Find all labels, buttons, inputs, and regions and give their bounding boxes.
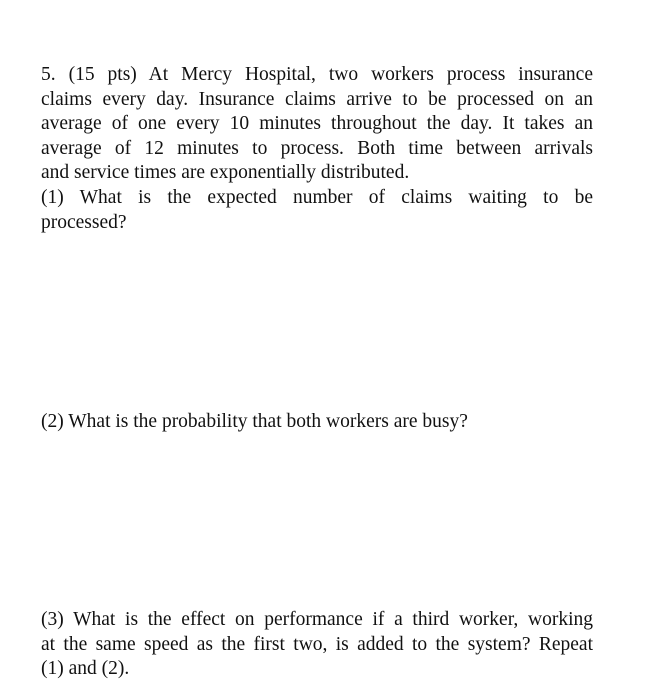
problem-line: average of one every 10 minutes throughout the day. It takes an — [41, 113, 593, 134]
question-2 — [41, 410, 593, 435]
problem-statement — [41, 63, 593, 186]
question-3-line: at the same speed as the first two, is added to the system? Repeat — [41, 633, 593, 655]
problem-line: claims every day. Insurance claims arrive to be processed on an — [41, 88, 593, 110]
problem-line: and service times are exponentially distributed. — [41, 162, 410, 183]
question-1 — [41, 186, 593, 235]
question-3-line: (1) and (2). — [41, 658, 130, 679]
problem-line: 5. (15 pts) At Mercy Hospital, two workers process insurance — [41, 64, 593, 85]
question-1-line: (1) What is the expected number of claims waiting to be — [41, 187, 593, 208]
question-3 — [41, 608, 593, 682]
question-3-line: (3) What is the effect on performance if a third worker, working — [41, 609, 593, 630]
question-1-line: processed? — [41, 211, 127, 233]
problem-line: average of 12 minutes to process. Both time between arrivals — [41, 137, 593, 159]
question-2-line: (2) What is the probability that both workers are busy? — [41, 411, 468, 432]
